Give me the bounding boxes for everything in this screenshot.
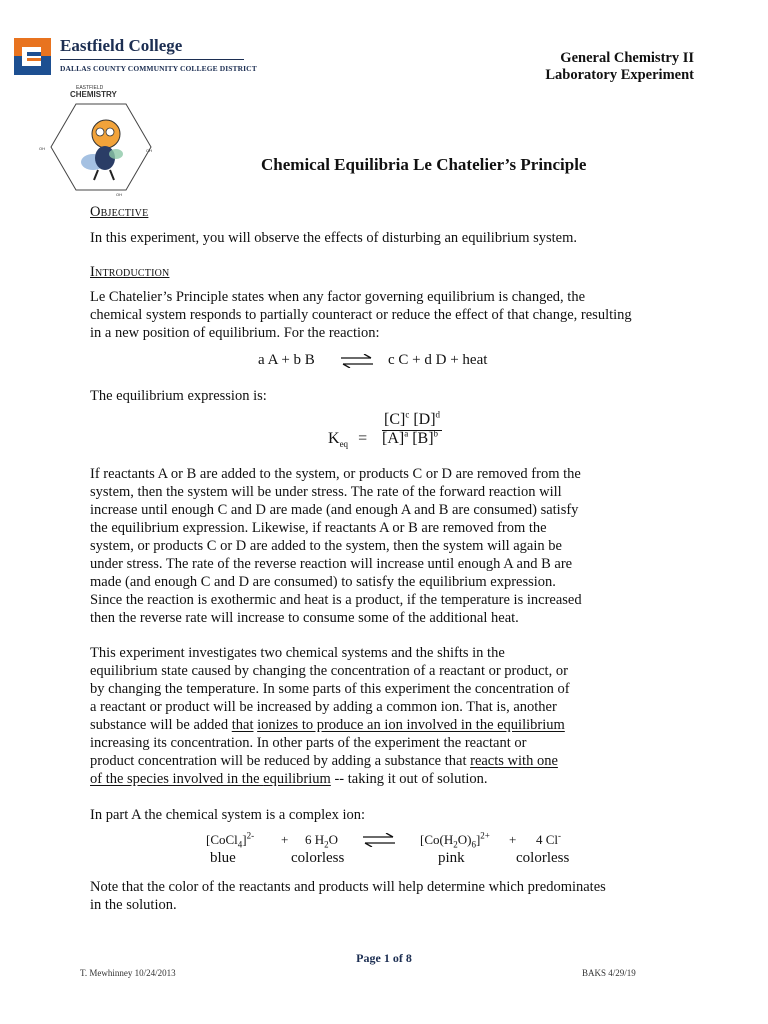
intro-paragraph-4 xyxy=(90,878,690,914)
eastfield-logo xyxy=(14,38,51,75)
course-info xyxy=(545,50,694,84)
equilibrium-arrow-icon xyxy=(362,833,396,852)
footer-author: T. Mewhinney 10/24/2013 xyxy=(80,968,176,978)
text-line: Note that the color of the reactants and products will help determine which predominates xyxy=(90,879,606,895)
introduction-heading: Introduction xyxy=(90,264,170,280)
intro-paragraph-2 xyxy=(90,465,690,627)
text-line: of the species involved in the equilibrium -- taking it out of solution. xyxy=(90,771,488,787)
objective-text: In this experiment, you will observe the effects of disturbing an equilibrium system. xyxy=(90,230,577,246)
emblem-oh-right: OH xyxy=(146,148,152,153)
equilibrium-arrow-icon xyxy=(340,354,374,373)
intro-paragraph-3 xyxy=(90,644,690,788)
emblem-oh-left: OH xyxy=(39,146,45,151)
part-a-plus-1: + xyxy=(281,832,289,847)
keq-denominator: $[A]^a$ $[B]^b$ xyxy=(382,428,439,447)
part-a-reactant-1: [CoCl$_4$]$^{2-}$ xyxy=(206,830,255,850)
objective-heading: Objective xyxy=(90,204,149,220)
text-line: in the solution. xyxy=(90,897,177,913)
part-a-plus-2: + xyxy=(509,832,517,847)
header-divider xyxy=(60,59,244,60)
text-line: system, then the system will be under stress. The rate of the forward reaction will xyxy=(90,484,562,500)
intro-paragraph-1 xyxy=(90,288,670,342)
text-line: increase until enough C and D are made (and enough A and B are consumed) satisfy xyxy=(90,502,579,518)
page-number: Page 1 of 8 xyxy=(356,951,412,965)
part-a-intro: In part A the chemical system is a complex ion: xyxy=(90,807,366,823)
text-line: Le Chatelier’s Principle states when any factor governing equilibrium is changed, the xyxy=(90,289,586,305)
text-line: under stress. The rate of the reverse reaction will increase until enough A and B are xyxy=(90,556,573,572)
text-line: a reactant or product will be increased by adding a common ion. That is, another xyxy=(90,699,557,715)
emblem-eastfield: EASTFIELD xyxy=(76,85,104,91)
text-line: by changing the temperature. In some parts of this experiment the concentration of xyxy=(90,681,570,697)
chemistry-emblem xyxy=(36,82,166,200)
reaction-products: c C + d D + heat xyxy=(388,352,488,368)
part-a-reactant-2: 6 $H_2O$ xyxy=(305,832,339,850)
emblem-chemistry: CHEMISTRY xyxy=(70,90,117,99)
part-a-product-2: 4 Cl- xyxy=(536,830,562,847)
text-line: This experiment investigates two chemical systems and the shifts in the xyxy=(90,645,505,661)
footer-revision: BAKS 4/29/19 xyxy=(582,968,636,978)
text-line: in a new position of equilibrium. For the reaction: xyxy=(90,325,380,341)
text-line: equilibrium state caused by changing the concentration of a reactant or product, or xyxy=(90,663,568,679)
text-line: the equilibrium expression. Likewise, if reactants A or B are removed from the xyxy=(90,520,547,536)
keq-label: $K_{eq}$ = xyxy=(328,430,368,450)
keq-numerator: $[C]^c$ $[D]^d$ xyxy=(384,409,441,428)
text-line: If reactants A or B are added to the system, or products C or D are removed from the xyxy=(90,466,581,482)
color-label-blue: blue xyxy=(210,850,236,866)
text-line: product concentration will be reduced by adding a substance that reacts with one xyxy=(90,753,558,769)
text-line: then the reverse rate will increase to consume some of the additional heat. xyxy=(90,610,519,626)
course-title: General Chemistry II xyxy=(560,50,694,66)
part-a-product-1: $[Co(H_2O)_6]^{2+}$ xyxy=(420,830,490,850)
color-label-colorless-2: colorless xyxy=(516,850,570,866)
text-line: chemical system responds to partially counteract or reduce the effect of that change, resulting xyxy=(90,307,632,323)
reaction-reactants: a A + b B xyxy=(258,352,315,368)
course-subtitle: Laboratory Experiment xyxy=(545,67,694,83)
text-line: increasing its concentration. In other parts of the experiment the reactant or xyxy=(90,735,527,751)
color-label-colorless-1: colorless xyxy=(291,850,345,866)
district-name: DALLAS COUNTY COMMUNITY COLLEGE DISTRICT xyxy=(60,64,257,73)
color-label-pink: pink xyxy=(438,850,465,866)
text-line: Since the reaction is exothermic and heat is a product, if the temperature is increased xyxy=(90,592,582,608)
document-title: Chemical Equilibria Le Chatelier’s Principle xyxy=(261,155,587,174)
college-name: Eastfield College xyxy=(60,36,183,55)
text-line: substance will be added that ionizes to produce an ion involved in the equilibrium xyxy=(90,717,565,733)
expression-intro: The equilibrium expression is: xyxy=(90,388,267,404)
text-line: system, or products C or D are added to the system, then the system will again be xyxy=(90,538,562,554)
emblem-oh-bottom: OH xyxy=(116,192,122,197)
text-line: made (and enough C and D are consumed) to satisfy the equilibrium expression. xyxy=(90,574,556,590)
